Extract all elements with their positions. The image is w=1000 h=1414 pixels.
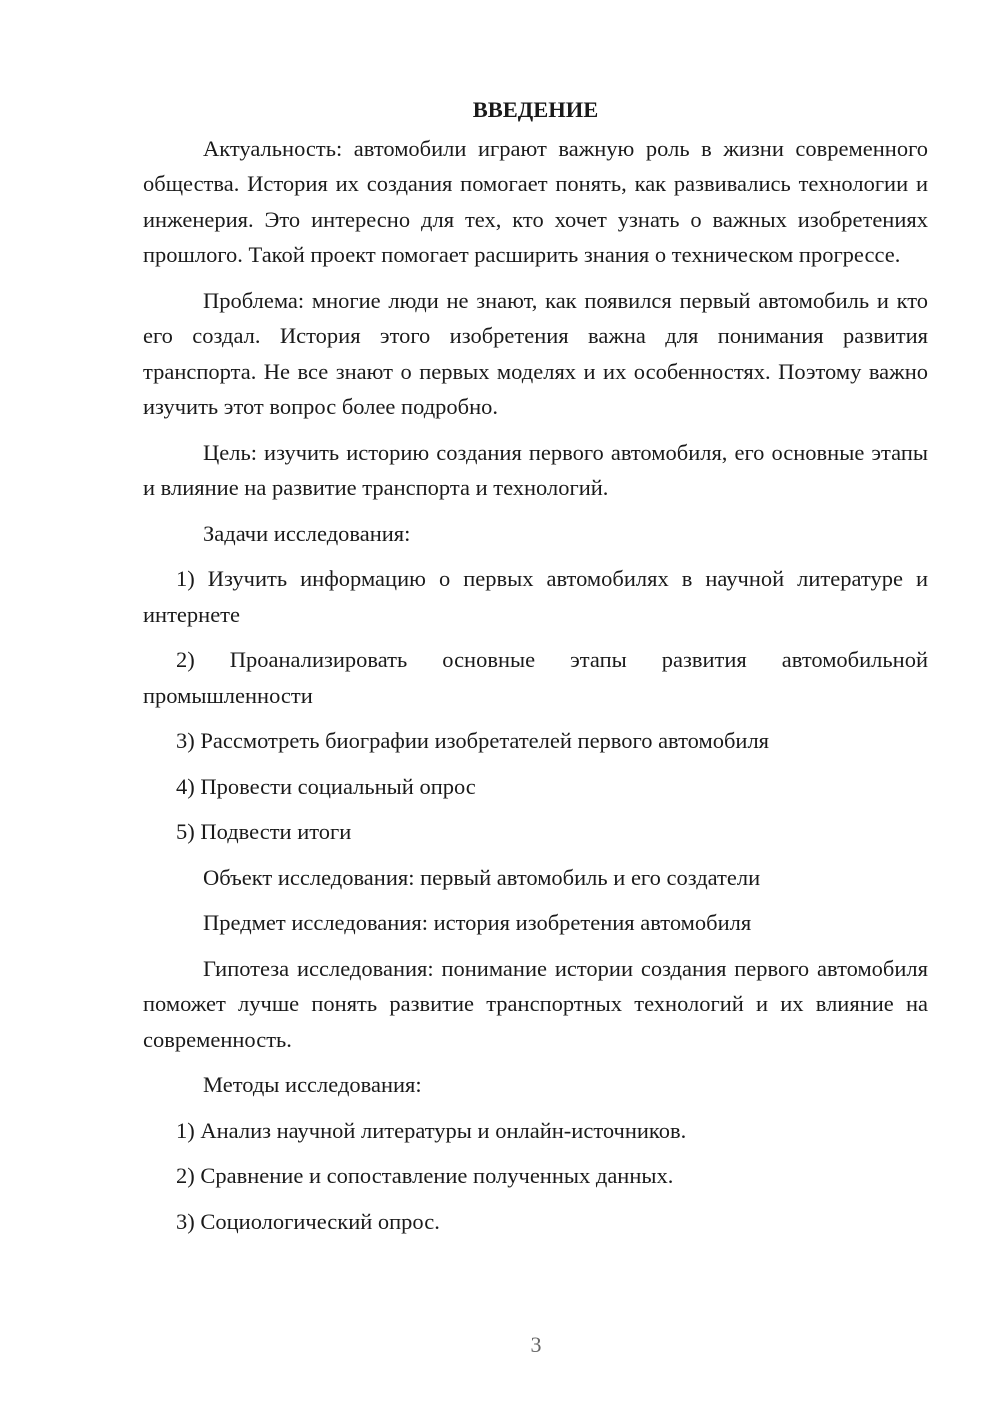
relevance-paragraph: Актуальность: автомобили играют важную роль в жизни современного общества. История их создания помогает понять, как развивались технологии и инженерия. Это интересно для тех, кто хочет узнать о важных изобретениях прошлого. Такой проект помогает расширить знания о техническом прогрессе. (143, 135, 928, 267)
task-item: 2) Проанализировать основные этапы развития автомобильной промышленности (143, 647, 928, 708)
problem-paragraph: Проблема: многие люди не знают, как появился первый автомобиль и кто его создал. История этого изобретения важна для понимания развития транспорта. Не все знают о первых моделях и их особенностях. Поэтому важно изучить этот вопрос более подробно. (143, 287, 928, 419)
page-number: 3 (530, 1332, 542, 1357)
hypothesis-paragraph: Гипотеза исследования: понимание истории создания первого автомобиля поможет лучше понять развитие транспортных технологий и их влияние на современность. (143, 955, 928, 1052)
task-item: 4) Провести социальный опрос (176, 773, 476, 799)
document-page (143, 92, 928, 1249)
task-item: 5) Подвести итоги (176, 819, 352, 844)
goal-paragraph: Цель: изучить историю создания первого автомобиля, его основные этапы и влияние на развитие транспорта и технологий. (143, 439, 928, 500)
method-item: 2) Сравнение и сопоставление полученных данных. (176, 1163, 674, 1188)
task-item: 1) Изучить информацию о первых автомобилях в научной литературе и интернете (143, 566, 928, 627)
object-paragraph: Объект исследования: первый автомобиль и его создатели (203, 864, 761, 890)
method-item: 1) Анализ научной литературы и онлайн-источников. (176, 1117, 687, 1143)
subject-paragraph: Предмет исследования: история изобретения автомобиля (203, 910, 752, 935)
methods-heading: Методы исследования: (203, 1072, 422, 1097)
section-title: ВВЕДЕНИЕ (472, 97, 599, 122)
task-item: 3) Рассмотреть биографии изобретателей первого автомобиля (176, 728, 770, 753)
tasks-heading: Задачи исследования: (203, 520, 411, 546)
method-item: 3) Социологический опрос. (176, 1208, 440, 1234)
